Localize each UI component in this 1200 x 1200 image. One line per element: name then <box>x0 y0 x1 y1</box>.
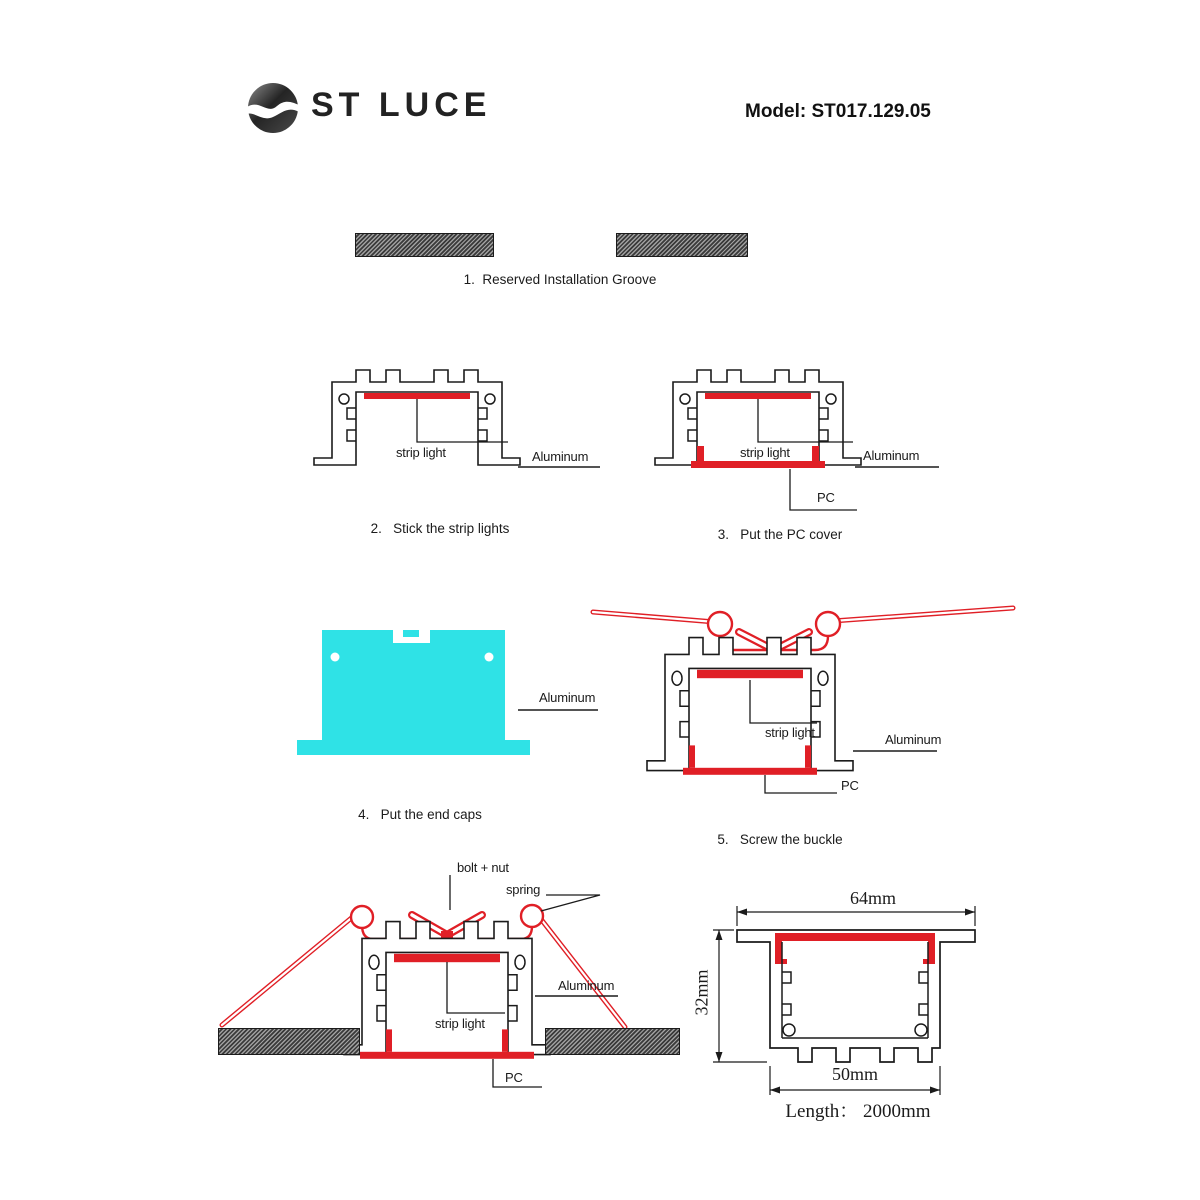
figure-step-5 <box>585 598 1025 810</box>
caption-step-2: 2. Stick the strip lights <box>370 521 510 536</box>
figure-dimensions <box>688 880 1000 1130</box>
caption-step-3: 3. Put the PC cover <box>717 527 843 542</box>
dim-bottom-width: 50mm <box>831 1064 878 1084</box>
aluminum-label: Aluminum <box>885 732 942 747</box>
dimension-drawing-svg <box>688 880 1000 1130</box>
aluminum-label: Aluminum <box>532 449 589 464</box>
dim-top-width: 64mm <box>849 888 896 908</box>
pc-label: PC <box>817 490 835 505</box>
ceiling-hatch-right <box>545 1028 680 1055</box>
stluce-sphere-logo <box>247 82 299 134</box>
strip-light-label: strip light <box>435 1016 485 1031</box>
spring-label: spring <box>506 882 541 897</box>
brand-title: ST LUCE <box>311 86 492 124</box>
groove-hatch-right <box>616 233 748 257</box>
figure-step-4 <box>290 620 610 780</box>
aluminum-label: Aluminum <box>558 978 615 993</box>
groove-hatch-left <box>355 233 494 257</box>
caption-step-4: 4. Put the end caps <box>358 807 482 822</box>
buckle-section-svg <box>585 598 1025 810</box>
pc-label: PC <box>505 1070 523 1085</box>
figure-step-2 <box>308 360 608 478</box>
dim-height: 32mm <box>691 969 712 1016</box>
caption-step-5: 5. Screw the buckle <box>717 832 843 847</box>
figure-assembly <box>205 855 685 1123</box>
strip-light-label: strip light <box>740 445 790 460</box>
ceiling-hatch-left <box>218 1028 360 1055</box>
strip-light-label: strip light <box>765 725 815 740</box>
aluminum-label: Aluminum <box>863 448 920 463</box>
caption-step-1: 1. Reserved Installation Groove <box>463 272 657 287</box>
strip-light-label: strip light <box>396 445 446 460</box>
aluminum-label: Aluminum <box>539 690 596 705</box>
model-number: Model: ST017.129.05 <box>745 101 931 122</box>
bolt-nut-label: bolt + nut <box>457 860 509 875</box>
dim-length: Length： 2000mm <box>785 1101 931 1122</box>
pc-label: PC <box>841 778 859 793</box>
